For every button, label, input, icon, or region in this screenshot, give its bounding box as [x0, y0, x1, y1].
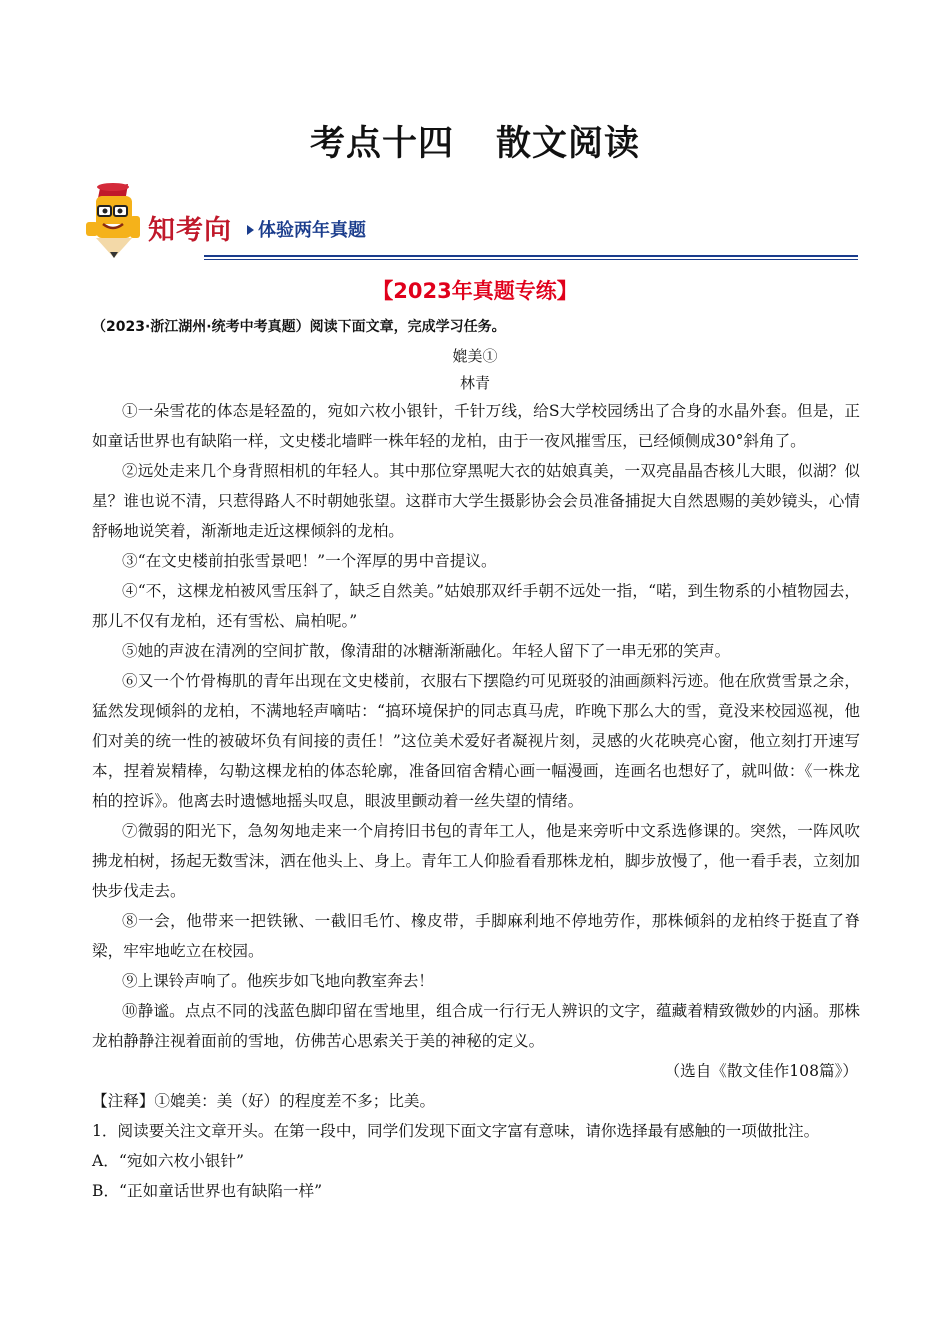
article-title: 媲美① [452, 347, 498, 365]
banner-main-label: 知考向 [148, 215, 232, 246]
paragraph: ⑥又一个竹骨梅肌的青年出现在文史楼前，衣服右下摆隐约可见斑驳的油画颜料污迹。他在欣赏雪景之余，猛然发现倾斜的龙柏，不满地轻声嘀咕：“搞环境保护的同志真马虎，昨晚下那么大的雪，竟没来校园巡视，他们对美的统一性的被破坏负有间接的责任！”这位美术爱好者凝视片刻，灵感的火花映亮心窗，他立刻打开速写本，捏着炭精棒，勾勒这棵龙柏的体态轮廓，准备回宿舍精心画一幅漫画，连画名也想好了，就叫做：《一株龙柏的控诉》。他离去时遗憾地摇头叹息，眼波里颤动着一丝失望的情绪。 [92, 672, 860, 810]
paragraph: ②远处走来几个身背照相机的年轻人。其中那位穿黑呢大衣的姑娘真美，一双亮晶晶杏核儿大眼，似湖？似星？谁也说不清，只惹得路人不时朝她张望。这群市大学生摄影协会会员准备捕捉大自然恩赐的美妙镜头，心情舒畅地说笑着，渐渐地走近这棵倾斜的龙柏。 [92, 462, 860, 540]
paragraph: ⑧一会，他带来一把铁锹、一截旧毛竹、橡皮带，手脚麻利地不停地劳作，那株倾斜的龙柏终于挺直了脊梁，牢牢地屹立在校园。 [92, 912, 860, 960]
paragraph: ⑨上课铃声响了。他疾步如飞地向教室奔去！ [122, 972, 434, 990]
banner-underline [204, 255, 858, 257]
paragraph: ④“不，这棵龙柏被风雪压斜了，缺乏自然美。”姑娘那双纤手朝不远处一指，“喏，到生物系的小植物园去，那儿不仅有龙柏，还有雪松、扁柏呢。” [92, 582, 860, 630]
triangle-right-icon [247, 225, 254, 235]
banner-sub-label: 体验两年真题 [258, 220, 366, 241]
article-source: （选自《散文佳作108篇》） [664, 1062, 858, 1080]
article-body [92, 396, 860, 1206]
paragraph: ①一朵雪花的体态是轻盈的，宛如六枚小银针，千针万线，给S大学校园绣出了合身的水晶外套。但是，正如童话世界也有缺陷一样，文史楼北墙畔一株年轻的龙柏，由于一夜风摧雪压，已经倾侧成30°斜角了。 [92, 402, 860, 450]
question-1-text: 1．阅读要关注文章开头。在第一段中，同学们发现下面文字富有意味，请你选择最有感触的一项做批注。 [92, 1122, 820, 1140]
annotation-note: 【注释】①媲美：美（好）的程度差不多；比美。 [92, 1092, 436, 1110]
paragraph: ⑦微弱的阳光下，急匆匆地走来一个肩挎旧书包的青年工人，他是来旁听中文系选修课的。突然，一阵风吹拂龙柏树，扬起无数雪沫，洒在他头上、身上。青年工人仰脸看看那株龙柏，脚步放慢了，他一看手表，立刻加快步伐走去。 [92, 822, 860, 900]
section-title: 【2023年真题专练】 [372, 279, 578, 303]
paragraph: ⑤她的声波在清冽的空间扩散，像清甜的冰糖渐渐融化。年轻人留下了一串无邪的笑声。 [122, 642, 731, 660]
pencil-mascot-icon [86, 182, 154, 262]
banner-underline-thin [204, 259, 858, 260]
paragraph: ③“在文史楼前拍张雪景吧！”一个浑厚的男中音提议。 [122, 552, 497, 570]
paragraph: ⑩静谧。点点不同的浅蓝色脚印留在雪地里，组合成一行行无人辨识的文字，蕴藏着精致微妙的内涵。那株龙柏静静注视着面前的雪地，仿佛苦心思索关于美的神秘的定义。 [92, 1002, 860, 1050]
section-banner [86, 182, 858, 262]
title-part2: 散文阅读 [496, 124, 641, 164]
option-b: B．“正如童话世界也有缺陷一样” [92, 1182, 323, 1200]
title-part1: 考点十四 [309, 124, 454, 164]
question-intro: （2023·浙江湖州·统考中考真题）阅读下面文章，完成学习任务。 [92, 319, 506, 335]
option-a: A．“宛如六枚小银针” [92, 1152, 244, 1170]
page-title [0, 116, 950, 166]
article-author: 林青 [459, 374, 490, 392]
